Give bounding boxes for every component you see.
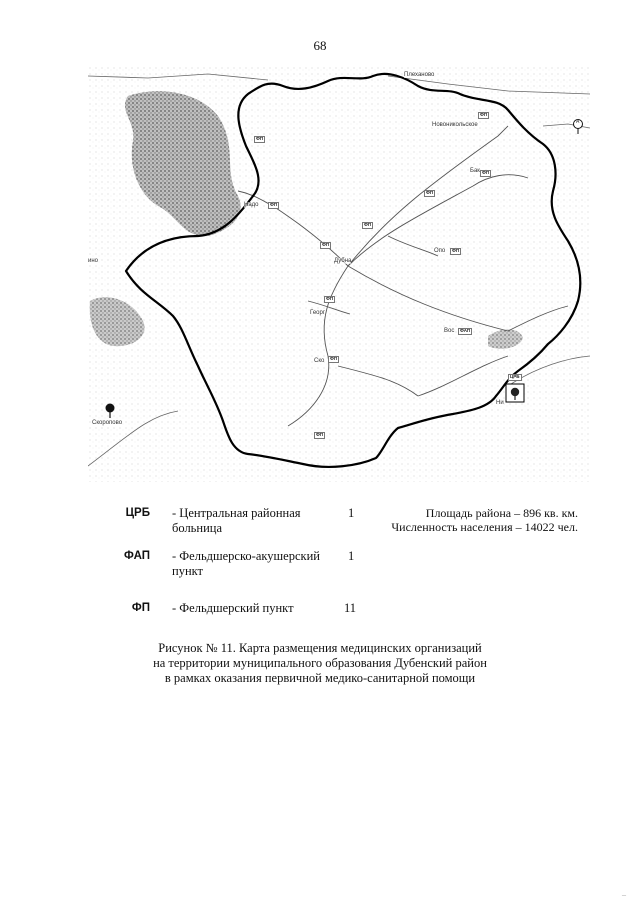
legend-desc-fap: - Фельдшерско-акушерский пункт — [172, 549, 320, 578]
place-label-vos: Вос — [444, 328, 455, 334]
district-map — [88, 66, 590, 482]
caption-line-3: в рамках оказания первичной медико-санитарной помощи — [164, 671, 476, 685]
facility-badge: ФП — [322, 242, 330, 247]
legend-desc-fp: - Фельдшерский пункт — [172, 601, 294, 615]
figure-caption — [0, 641, 640, 686]
facility-badge: ФП — [480, 112, 488, 117]
legend-abbr-crb: ЦРБ — [125, 507, 150, 519]
place-label-georg: Георг — [310, 310, 326, 316]
marker-letter: A — [576, 119, 580, 125]
facility-badge: ФП — [270, 202, 278, 207]
place-label-opo: Опо — [434, 248, 446, 254]
facility-badge: ФП — [426, 190, 434, 195]
district-area: Площадь района – 896 кв. км. — [425, 506, 578, 520]
map-canvas — [88, 66, 590, 482]
place-label-bak: Бак — [470, 168, 480, 174]
facility-badge: ФП — [330, 356, 338, 361]
place-label-sko: Ско — [314, 358, 325, 364]
facility-badge: ФП — [364, 222, 372, 227]
caption-line-2: на территории муниципального образования Дубенский район — [153, 656, 487, 670]
facility-badge: ФП — [452, 248, 460, 253]
legend-count-fp: 11 — [344, 601, 357, 615]
facility-badge: ФП — [326, 296, 334, 301]
footer-mark: – — [622, 890, 626, 899]
place-label-ino: ино — [88, 258, 99, 264]
caption-line-1: Рисунок № 11. Карта размещения медицинских организаций — [158, 641, 482, 655]
place-label-dubna: Дубна — [334, 258, 352, 264]
legend-abbr-fap: ФАП — [124, 550, 150, 562]
legend-abbr-fp: ФП — [131, 602, 150, 614]
place-label-ni: Ни — [496, 400, 504, 406]
district-population: Численность населения – 14022 чел. — [391, 520, 578, 534]
facility-badge: ФП — [316, 432, 324, 437]
facility-badge: ФП — [256, 136, 264, 141]
legend-desc-crb: - Центральная районная больница — [172, 506, 301, 535]
place-label-nado: Надо — [244, 202, 259, 208]
place-label-skoropovo: Скоропово — [92, 420, 123, 426]
page-number: 68 — [313, 38, 327, 53]
district-stats — [391, 506, 578, 534]
legend-count-fap: 1 — [348, 549, 355, 563]
facility-badge: ФАП — [460, 328, 471, 333]
facility-badge: ФП — [482, 170, 490, 175]
place-label-novonikolskoe: Новоникольское — [432, 122, 478, 128]
hospital-marker — [506, 384, 524, 402]
legend-count-crb: 1 — [348, 506, 355, 520]
facility-badge: ЦРБ — [510, 374, 520, 379]
place-label-plekhanovo: Плеханово — [404, 72, 435, 78]
